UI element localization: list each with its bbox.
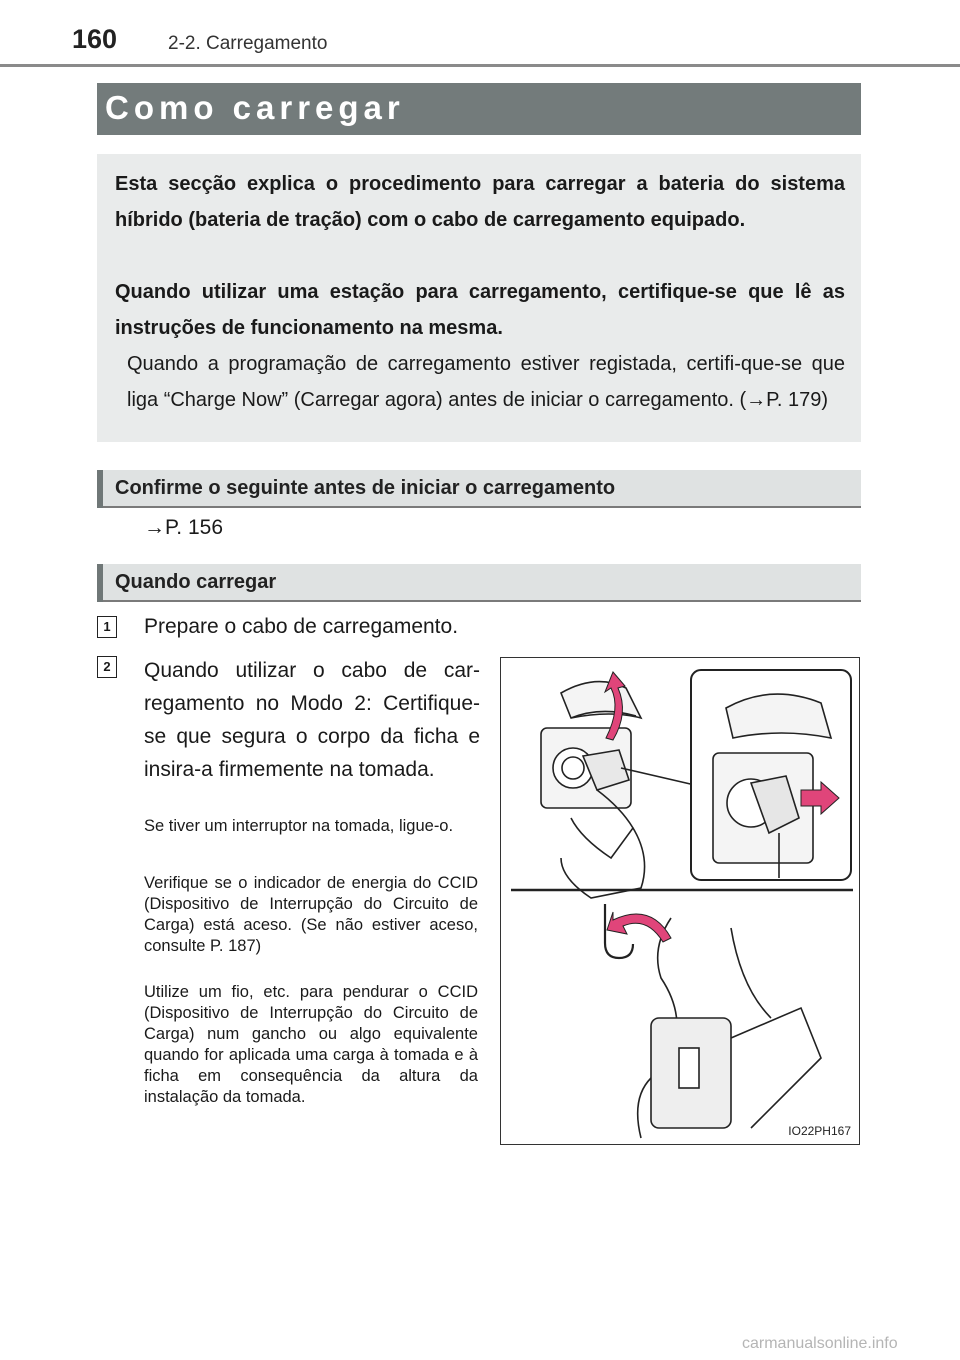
section-marker [97,470,103,508]
figure-code: IO22PH167 [788,1124,851,1138]
section-title-when-charging: Quando carregar [115,571,277,593]
intro-paragraph-3: Quando a programação de carregamento estiver registada, certifi-que-se que liga “Charge Now” (Carregar agora) antes de iniciar o carregamento. (→P. 179) [127,353,845,411]
step-number-2: 2 [97,656,117,678]
page-number: 160 [72,24,118,54]
step-2-note-1: Se tiver um interruptor na tomada, ligue-o. [144,817,454,835]
step-1-text: Prepare o cabo de carregamento. [144,615,459,638]
intro-paragraph-2: Quando utilizar uma estação para carregamento, certifique-se que lê as instruções de funcionamento na mesma. [115,281,845,339]
illustration-drawing [501,658,861,1146]
section-title-confirm: Confirme o seguinte antes de iniciar o carregamento [115,477,616,499]
main-title: Como carregar [105,89,405,126]
step-2-text: Quando utilizar o cabo de car-regamento no Modo 2: Certifique-se que segura o corpo da ficha e insira-a firmemente na tomada. [144,659,480,781]
section-header-when-charging [97,564,861,602]
step-2-note-3: Utilize um fio, etc. para pendurar o CCID (Dispositivo de Interrupção do Circuito de Carga) num gancho ou algo equivalente quando for aplicada uma carga à tomada e à ficha em consequência da altura da instalação da tomada. [144,983,478,1106]
main-title-bar [97,83,861,135]
charging-illustration [500,657,860,1145]
intro-box [97,154,861,442]
step-2-note-2: Verifique se o indicador de energia do CCID (Dispositivo de Interrupção do Circuito de Carga) está aceso. (Se não estiver aceso, consulte P. 187) [144,874,478,955]
step-number-1: 1 [97,616,117,638]
section-header-confirm [97,470,861,508]
watermark: carmanualsonline.info [742,1335,898,1352]
chapter-title: 2-2. Carregamento [168,33,328,54]
section-marker [97,564,103,602]
page-reference-link[interactable]: →P. 156 [144,516,224,539]
intro-paragraph-1: Esta secção explica o procedimento para carregar a bateria do sistema híbrido (bateria de tração) com o cabo de carregamento equipado. [115,173,845,231]
header-rule [0,64,960,67]
